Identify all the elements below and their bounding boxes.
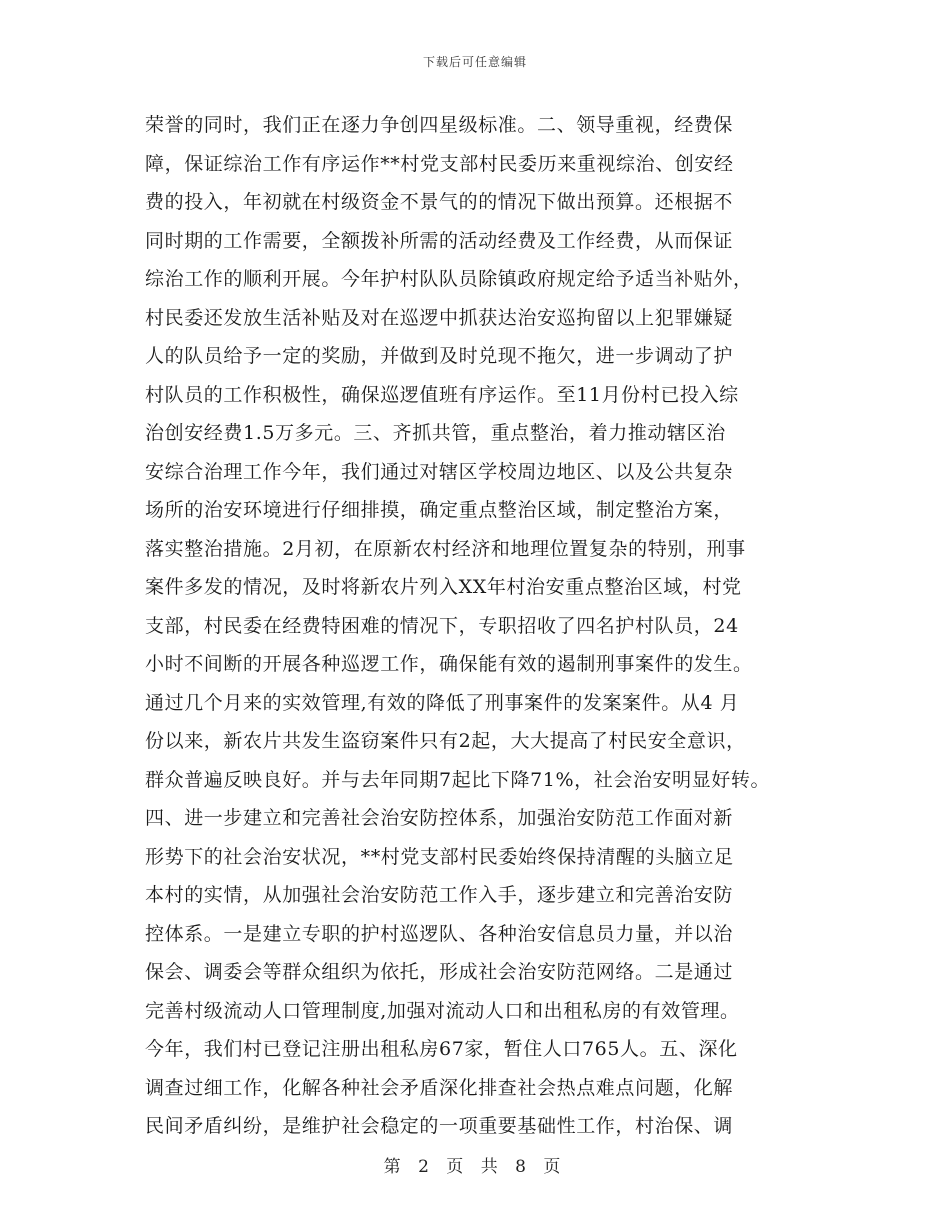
- body-line: 小时不间断的开展各种巡逻工作，确保能有效的遏制刑事案件的发生。: [145, 653, 753, 675]
- body-line: 份以来，新农片共发生盗窃案件只有2起，大大提高了村民安全意识，: [145, 730, 746, 752]
- body-line: 形势下的社会治安状况，**村党支部村民委始终保持清醒的头脑立足: [145, 845, 734, 868]
- document-body: [145, 106, 825, 1146]
- body-line: 控体系。一是建立专职的护村巡逻队、各种治安信息员力量，并以治: [145, 922, 734, 945]
- body-line: 治创安经费1.5万多元。三、齐抓共管，重点整治，着力推动辖区治: [145, 422, 726, 444]
- body-line: 荣誉的同时，我们正在逐力争创四星级标准。二、领导重视，经费保: [145, 114, 734, 136]
- body-line: 综治工作的顺利开展。今年护村队队员除镇政府规定给予适当补贴外，: [145, 268, 753, 290]
- body-line: 完善村级流动人口管理制度,加强对流动人口和出租私房的有效管理。: [145, 999, 740, 1022]
- body-line: 同时期的工作需要，全额拨补所需的活动经费及工作经费，从而保证: [145, 229, 734, 252]
- body-line: 保会、调委会等群众组织为依托，形成社会治安防范网络。二是通过: [145, 961, 734, 983]
- body-line: 今年，我们村已登记注册出租私房67家，暂住人口765人。五、深化: [145, 1038, 738, 1060]
- body-line: 安综合治理工作今年，我们通过对辖区学校周边地区、以及公共复杂: [145, 460, 734, 483]
- body-line: 本村的实情，从加强社会治安防范工作入手，逐步建立和完善治安防: [145, 884, 734, 906]
- body-line: 人的队员给予一定的奖励，并做到及时兑现不拖欠，进一步调动了护: [145, 345, 734, 367]
- body-line: 场所的治安环境进行仔细排摸，确定重点整治区域，制定整治方案，: [145, 499, 734, 521]
- body-line: 通过几个月来的实效管理,有效的降低了刑事案件的发案案件。从4 月: [145, 691, 740, 714]
- body-line: 四、进一步建立和完善社会治安防控体系，加强治安防范工作面对新: [145, 807, 734, 829]
- body-line: 调查过细工作，化解各种社会矛盾深化排查社会热点难点问题，化解: [145, 1076, 734, 1099]
- page-header-note: 下载后可任意编辑: [422, 55, 527, 69]
- body-line: 民间矛盾纠纷，是维护社会稳定的一项重要基础性工作，村治保、调: [145, 1115, 734, 1137]
- page-number: 第 2 页 共 8 页: [383, 1157, 567, 1177]
- body-line: 群众普遍反映良好。并与去年同期7起比下降71%，社会治安明显好转。: [145, 768, 771, 791]
- body-line: 费的投入，年初就在村级资金不景气的的情况下做出预算。还根据不: [145, 191, 734, 213]
- body-line: 障，保证综治工作有序运作**村党支部村民委历来重视综治、创安经: [145, 152, 734, 175]
- body-line: 案件多发的情况，及时将新农片列入XX年村治安重点整治区域，村党: [145, 576, 742, 598]
- body-line: 支部，村民委在经费特困难的情况下，专职招收了四名护村队员，24: [145, 614, 739, 637]
- body-line: 村民委还发放生活补贴及对在巡逻中抓获达治安巡拘留以上犯罪嫌疑: [145, 306, 734, 329]
- body-line: 村队员的工作积极性，确保巡逻值班有序运作。至11月份村已投入综: [145, 383, 739, 406]
- body-line: 落实整治措施。2月初，在原新农村经济和地理位置复杂的特别，刑事: [145, 537, 746, 560]
